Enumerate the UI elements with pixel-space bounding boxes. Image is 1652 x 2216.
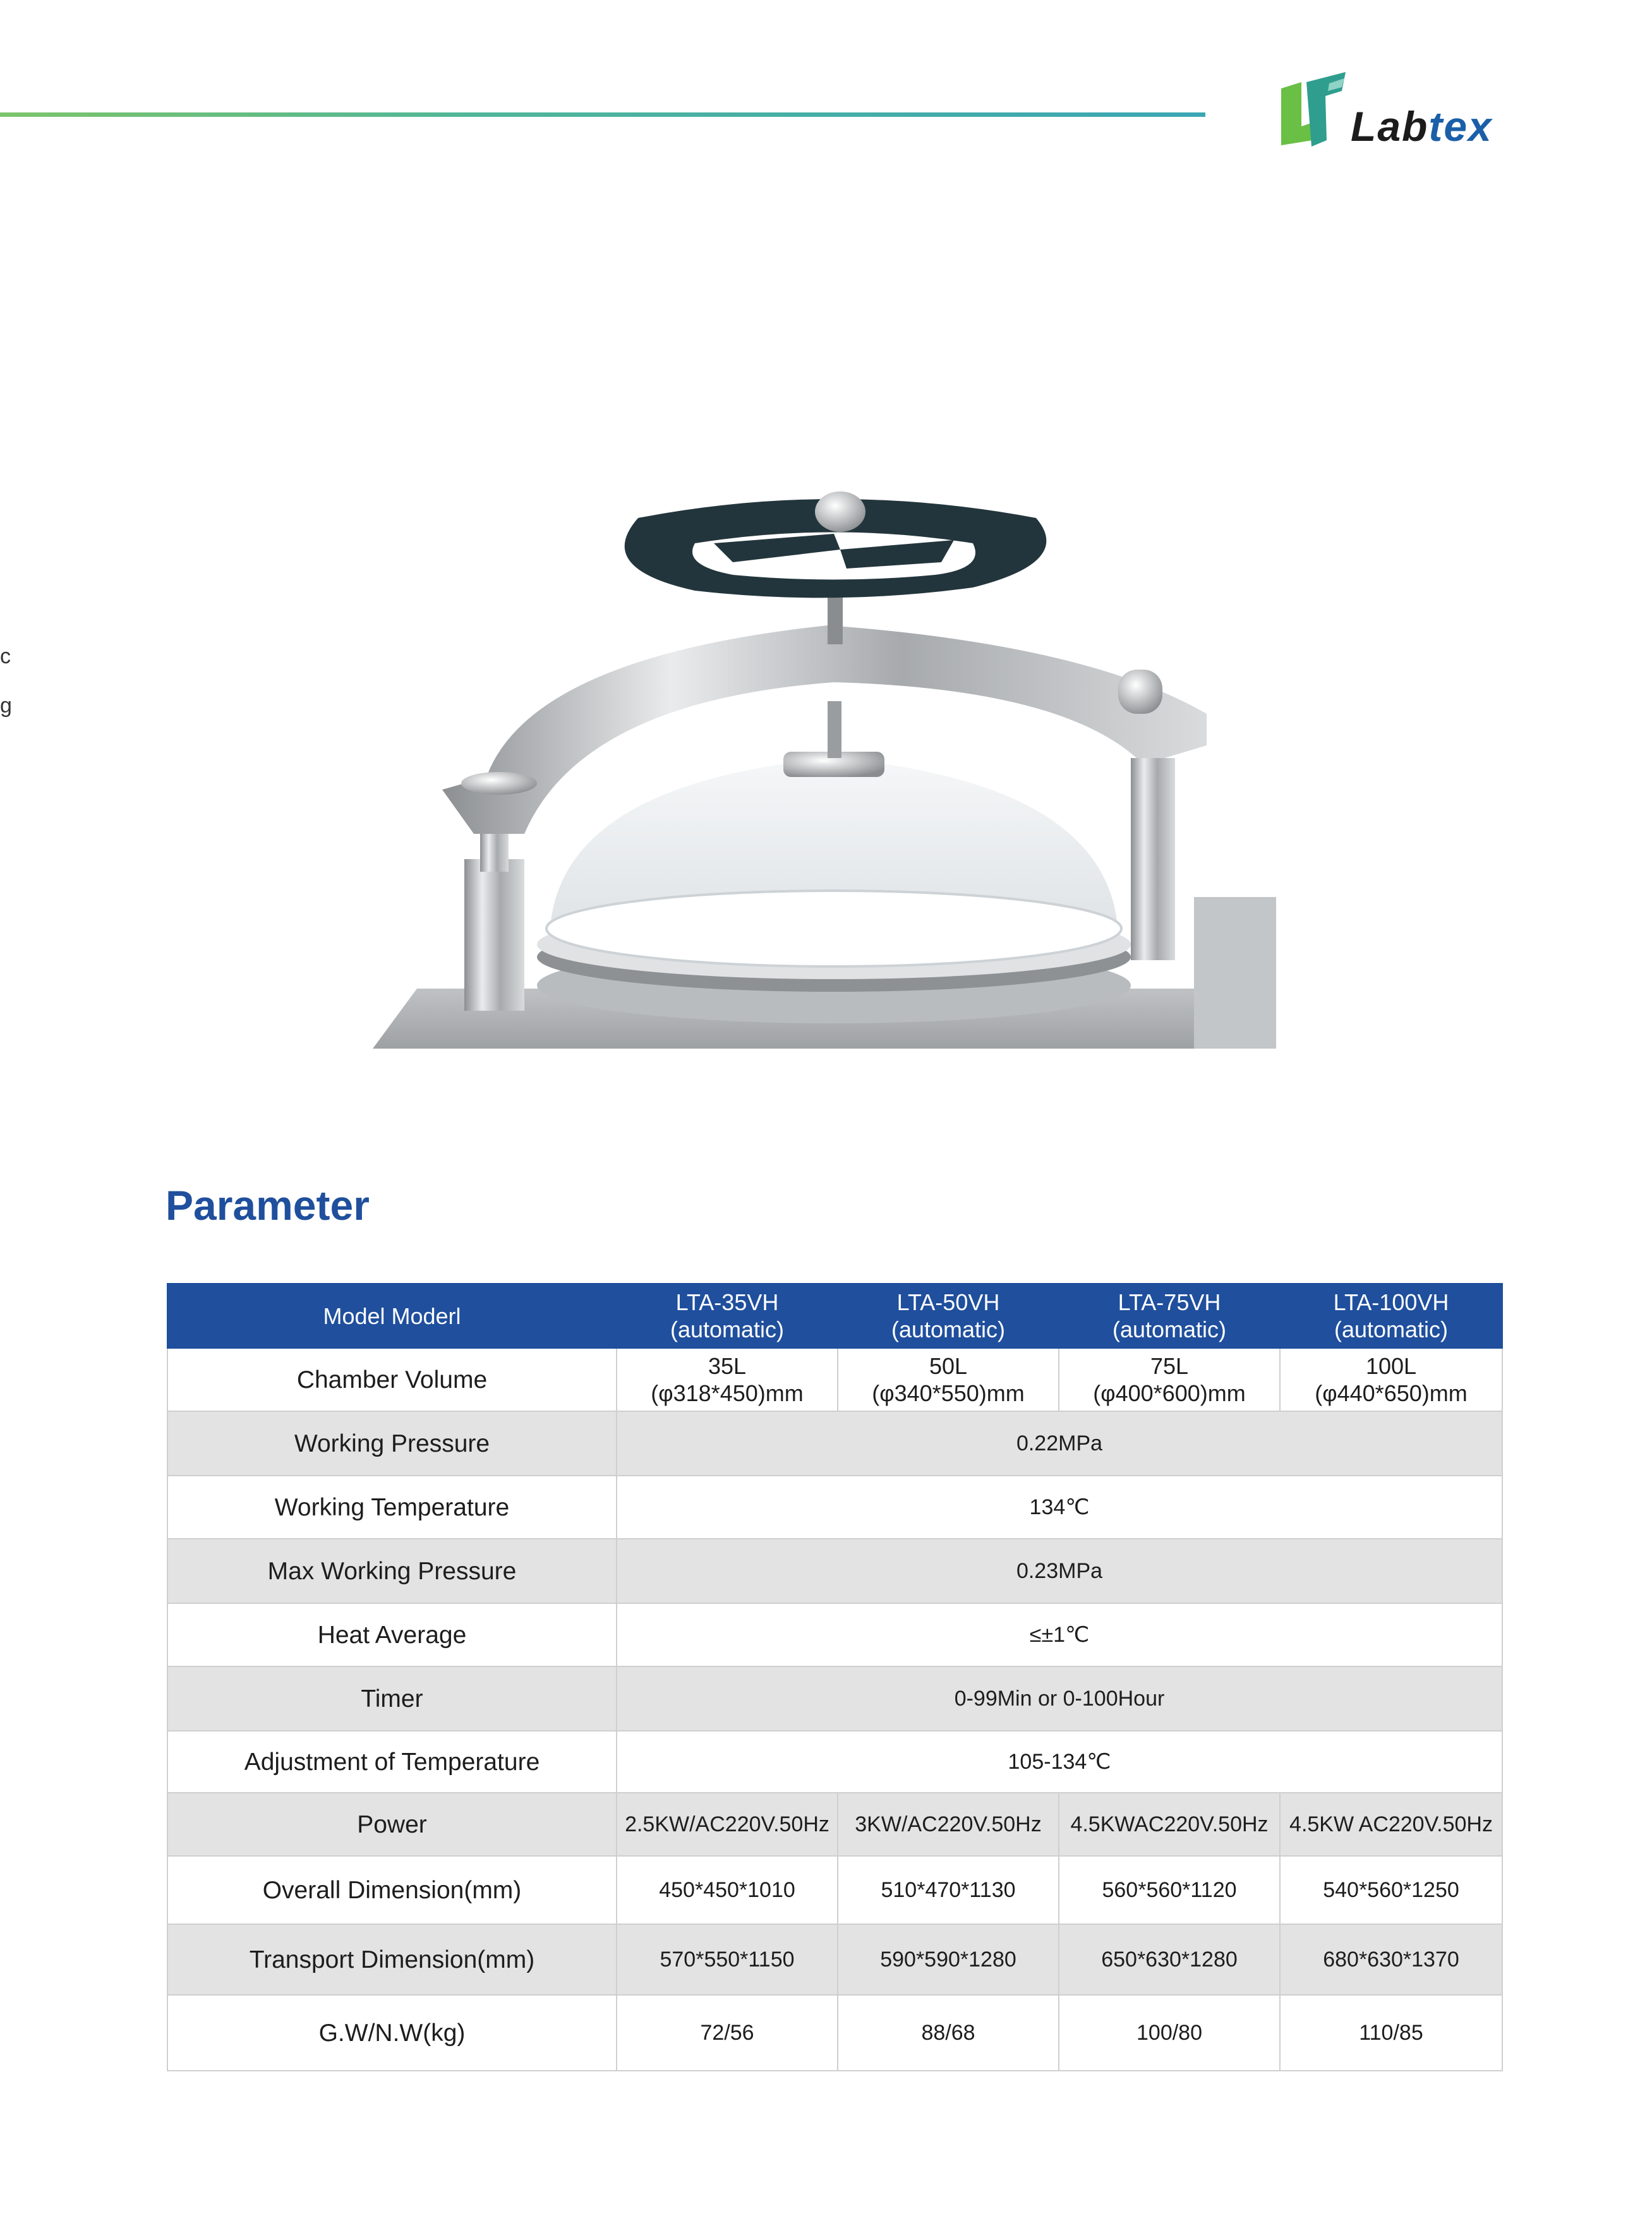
table-cell: 650*630*1280 — [1059, 1924, 1280, 1995]
row-label: Timer — [167, 1666, 617, 1731]
table-cell: 2.5KW/AC220V.50Hz — [617, 1793, 838, 1856]
header-model: LTA-75VH (automatic) — [1059, 1284, 1280, 1348]
row-label: Working Temperature — [167, 1476, 617, 1539]
table-cell: 100/80 — [1059, 1995, 1280, 2071]
table-cell: 590*590*1280 — [838, 1924, 1059, 1995]
brand-logo — [1276, 69, 1504, 158]
table-header-row — [167, 1284, 1502, 1348]
table-cell: 560*560*1120 — [1059, 1856, 1280, 1924]
table-cell: 134℃ — [617, 1476, 1502, 1539]
header-model: LTA-50VH (automatic) — [838, 1284, 1059, 1348]
table-cell: 110/85 — [1280, 1995, 1502, 2071]
table-row — [167, 1411, 1502, 1476]
table-cell: 0.22MPa — [617, 1411, 1502, 1476]
row-label: Chamber Volume — [167, 1348, 617, 1411]
header-label: Model Moderl — [167, 1284, 617, 1348]
row-label: Max Working Pressure — [167, 1539, 617, 1603]
row-label: G.W/N.W(kg) — [167, 1995, 617, 2071]
table-cell: 510*470*1130 — [838, 1856, 1059, 1924]
table-cell: 540*560*1250 — [1280, 1856, 1502, 1924]
brand-wordmark: Labtex — [1351, 103, 1493, 150]
header-divider-line — [0, 112, 1205, 117]
edge-text-fragment: c — [0, 644, 11, 668]
table-cell: 0.23MPa — [617, 1539, 1502, 1603]
section-title: Parameter — [166, 1182, 370, 1229]
header-model: LTA-35VH (automatic) — [617, 1284, 838, 1348]
table-row — [167, 1995, 1502, 2071]
row-label: Transport Dimension(mm) — [167, 1924, 617, 1995]
row-label: Power — [167, 1793, 617, 1856]
table-cell: ≤±1℃ — [617, 1603, 1502, 1666]
table-cell: 4.5KWAC220V.50Hz — [1059, 1793, 1280, 1856]
autoclave-lid-photo — [341, 480, 1289, 1049]
table-row — [167, 1856, 1502, 1924]
header-model: LTA-100VH (automatic) — [1280, 1284, 1502, 1348]
table-cell: 88/68 — [838, 1995, 1059, 2071]
edge-text-fragment: g — [0, 694, 12, 718]
table-cell: 570*550*1150 — [617, 1924, 838, 1995]
table-row — [167, 1476, 1502, 1539]
table-cell: 4.5KW AC220V.50Hz — [1280, 1793, 1502, 1856]
table-row — [167, 1731, 1502, 1793]
table-row — [167, 1603, 1502, 1666]
table-cell: 680*630*1370 — [1280, 1924, 1502, 1995]
row-label: Working Pressure — [167, 1411, 617, 1476]
table-cell: 75L (φ400*600)mm — [1059, 1348, 1280, 1411]
table-row — [167, 1348, 1502, 1411]
row-label: Heat Average — [167, 1603, 617, 1666]
table-cell: 72/56 — [617, 1995, 838, 2071]
table-row — [167, 1793, 1502, 1856]
table-cell: 3KW/AC220V.50Hz — [838, 1793, 1059, 1856]
row-label: Overall Dimension(mm) — [167, 1856, 617, 1924]
table-cell: 50L (φ340*550)mm — [838, 1348, 1059, 1411]
table-row — [167, 1666, 1502, 1731]
row-label: Adjustment of Temperature — [167, 1731, 617, 1793]
table-cell: 105-134℃ — [617, 1731, 1502, 1793]
table-cell: 35L (φ318*450)mm — [617, 1348, 838, 1411]
table-row — [167, 1539, 1502, 1603]
table-row — [167, 1924, 1502, 1995]
table-cell: 0-99Min or 0-100Hour — [617, 1666, 1502, 1731]
table-cell: 450*450*1010 — [617, 1856, 838, 1924]
parameter-table — [167, 1283, 1503, 2071]
table-cell: 100L (φ440*650)mm — [1280, 1348, 1502, 1411]
